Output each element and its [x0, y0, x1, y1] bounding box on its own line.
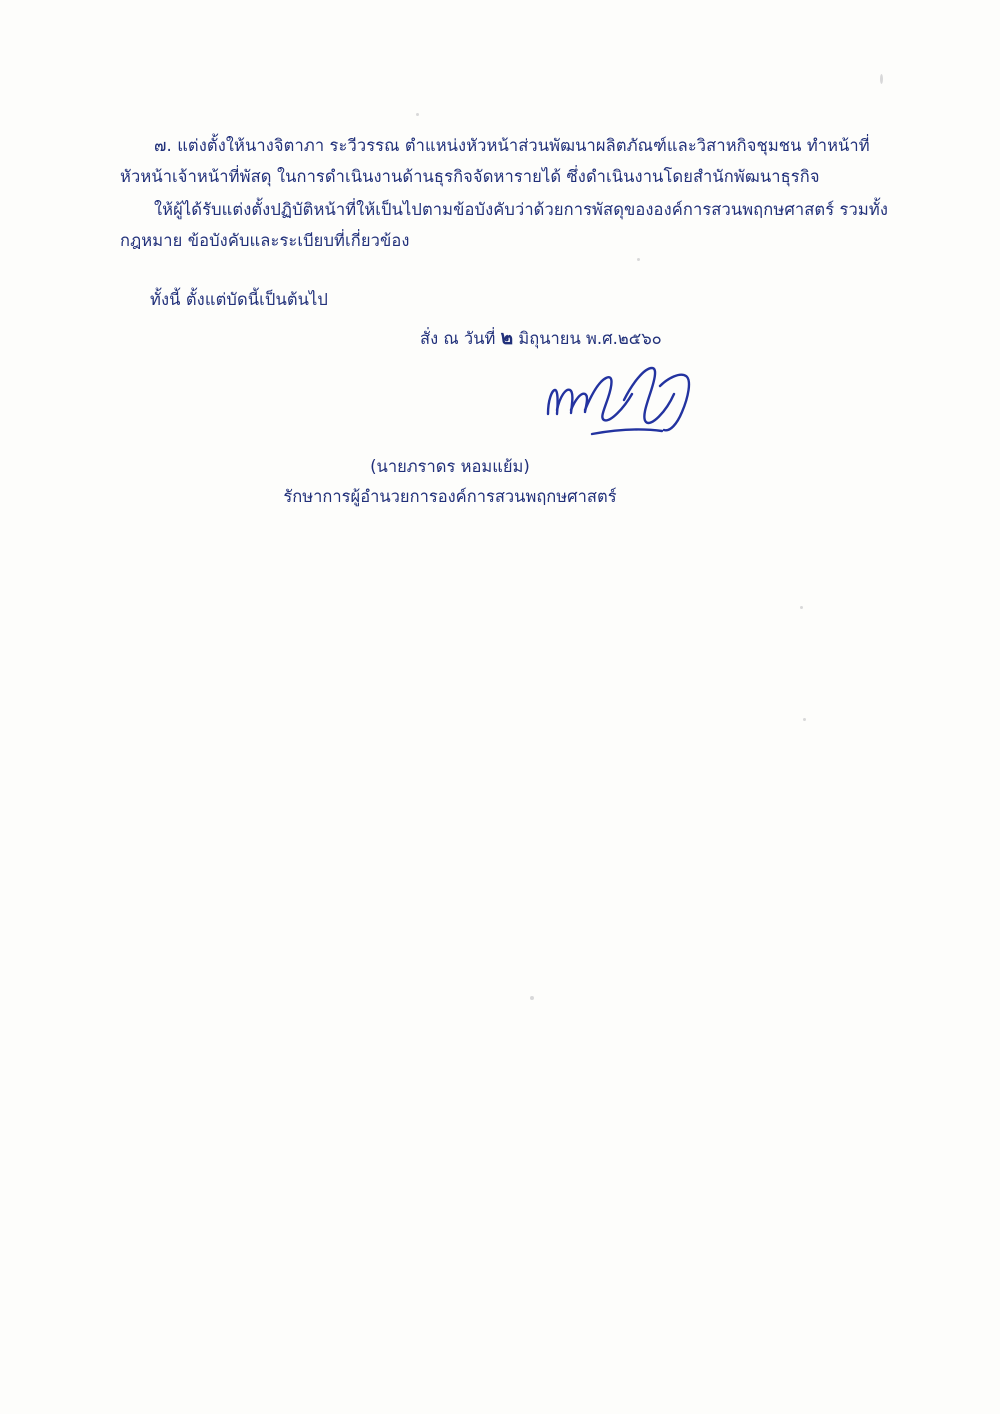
signer-title: รักษาการผู้อำนวยการองค์การสวนพฤกษศาสตร์	[283, 487, 617, 506]
scan-speck	[800, 606, 803, 609]
handwritten-signature-icon	[540, 360, 720, 450]
order-date-suffix: มิถุนายน พ.ศ.๒๕๖๐	[518, 329, 662, 348]
signer-name: (นายภราดร หอมแย้ม)	[370, 457, 530, 476]
paragraph-text: ๗. แต่งตั้งให้นางจิตาภา ระวีวรรณ ตำแหน่งหัวหน้าส่วนพัฒนาผลิตภัณฑ์และวิสาหกิจชุมชน ทำหน้าที่หัวหน้าเจ้าหน้าที่พัสดุ ในการดำเนินงานด้านธุรกิจจัดหารายได้ ซึ่งดำเนินงานโดยสำนักพัฒนาธุรกิจ	[120, 136, 870, 186]
scan-speck	[880, 74, 883, 84]
paragraph-clause-7	[120, 130, 910, 192]
order-date-line	[120, 323, 910, 354]
scan-speck	[416, 113, 419, 116]
paragraph-text: ให้ผู้ได้รับแต่งตั้งปฏิบัติหน้าที่ให้เป็นไปตามข้อบังคับว่าด้วยการพัสดุขององค์การสวนพฤกษศาสตร์ รวมทั้งกฎหมาย ข้อบังคับและระเบียบที่เกี่ยวข้อง	[120, 200, 888, 250]
order-date-day: ๒	[500, 327, 514, 349]
paragraph-text: ทั้งนี้ ตั้งแต่บัดนี้เป็นต้นไป	[150, 290, 329, 309]
scan-speck	[530, 996, 534, 1000]
order-date-prefix: สั่ง ณ วันที่	[420, 329, 496, 348]
signer-block	[120, 452, 910, 512]
scan-speck	[803, 718, 806, 721]
paragraph-duties	[120, 194, 910, 256]
signature-area	[120, 354, 910, 450]
document-body	[120, 130, 910, 512]
paragraph-effective	[120, 284, 910, 315]
